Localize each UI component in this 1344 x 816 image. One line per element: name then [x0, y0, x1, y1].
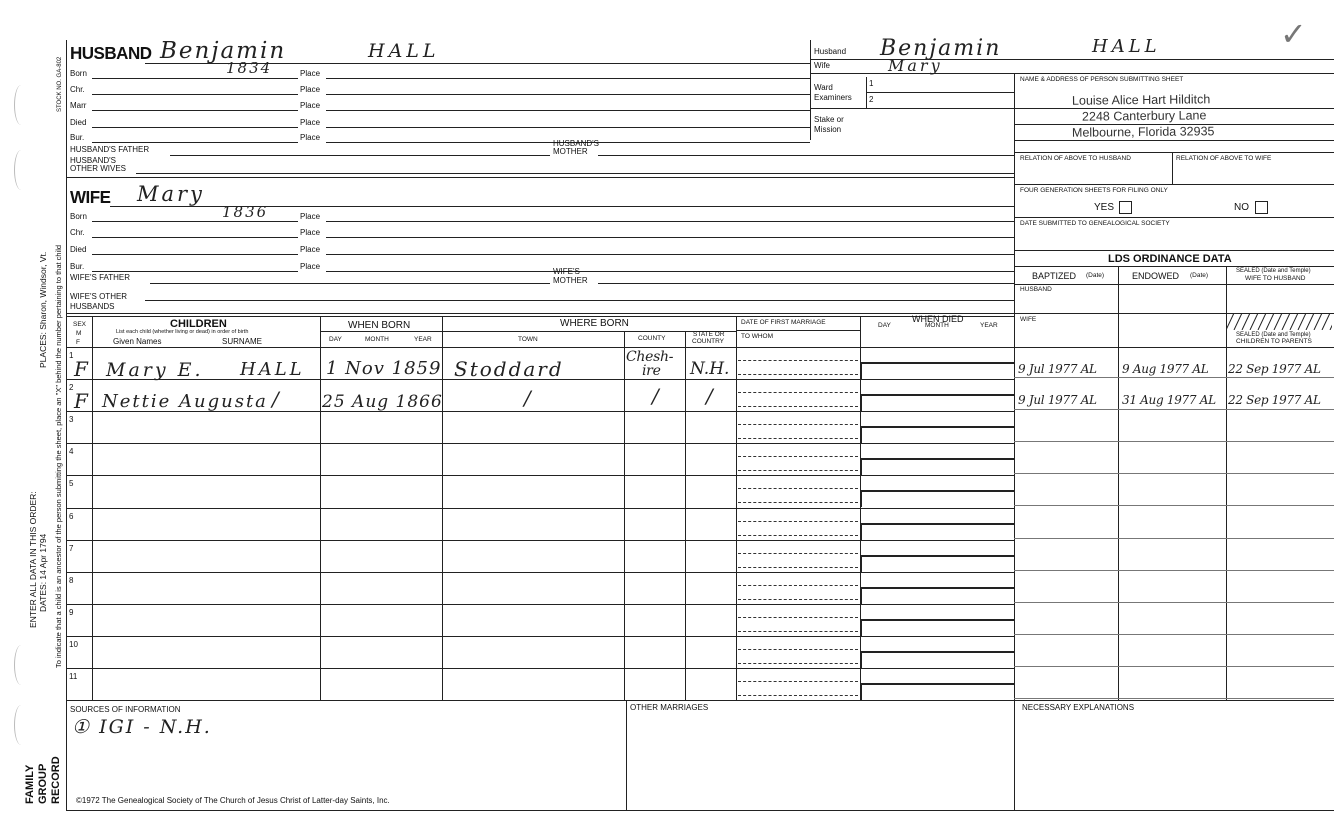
ward-label: Ward	[814, 83, 833, 92]
child-row-number: 2	[69, 383, 74, 393]
child-1-county-1: Chesh-	[626, 349, 674, 365]
child-row-number: 6	[69, 511, 74, 521]
header-husband-label: Husband	[814, 47, 847, 56]
submitter-label: NAME & ADDRESS OF PERSON SUBMITTING SHEET	[1020, 76, 1184, 83]
lds-row-line	[1014, 409, 1334, 410]
child-2-surname: /	[272, 387, 279, 411]
child-2-sealed: 22 Sep 1977 AL	[1228, 393, 1321, 407]
marriage-date-line	[738, 521, 858, 522]
child-1-county-2: ire	[642, 363, 661, 379]
husband-mother-label-2: MOTHER	[553, 147, 588, 156]
husband-bur-line	[92, 142, 298, 143]
child-row-number: 5	[69, 479, 74, 489]
col-county-divider	[685, 331, 686, 700]
marriage-whom-line	[738, 663, 858, 664]
form-title-line1: FAMILY	[24, 764, 36, 804]
child-row-line	[66, 636, 1014, 637]
husband-marr-place-line	[326, 110, 810, 111]
child-2-endowed: 31 Aug 1977 AL	[1122, 393, 1216, 407]
marriage-date-line	[738, 649, 858, 650]
husband-given-name: Benjamin	[160, 38, 287, 64]
lds-title-line	[1014, 266, 1334, 267]
child-1-given: Mary E.	[106, 359, 204, 381]
state-label-1: STATE OR	[693, 331, 725, 338]
child-row-number: 1	[69, 351, 74, 360]
child-row-line	[66, 443, 1014, 444]
died-tick	[860, 651, 862, 668]
endowed-date-label: (Date)	[1190, 272, 1209, 279]
enter-note: ENTER ALL DATA IN THIS ORDER:	[28, 491, 38, 628]
baptized-date-label: (Date)	[1086, 272, 1105, 279]
wife-given-name: Mary	[137, 182, 205, 206]
born-day-label: DAY	[329, 336, 342, 343]
first-marriage-line	[736, 330, 860, 331]
died-line	[860, 587, 1014, 589]
check-mark: ✓	[1280, 15, 1307, 53]
yes-checkbox[interactable]	[1119, 201, 1132, 214]
submitter-city: Melbourne, Florida 32935	[1071, 124, 1215, 140]
form-title-line2: GROUP	[37, 763, 49, 804]
yes-label: YES	[1094, 202, 1115, 213]
county-label: COUNTY	[638, 335, 666, 342]
dates-note: DATES: 14 Apr 1794	[38, 533, 48, 612]
child-1-sex: F	[74, 357, 88, 381]
died-line	[860, 651, 1014, 653]
wife-bur-line	[92, 271, 298, 272]
child-2-born: 25 Aug 1866	[322, 392, 443, 412]
died-tick	[860, 490, 862, 507]
examiner-1: 1	[869, 79, 874, 88]
husband-chr-place-label: Place	[300, 85, 321, 94]
marriage-whom-line	[738, 502, 858, 503]
lds-row-line	[1014, 538, 1334, 539]
child-row-number: 4	[69, 447, 74, 457]
husband-section-divider	[66, 177, 1014, 178]
sex-label-3: F	[76, 339, 80, 346]
indicate-note: To indicate that a child is an ancestor of the person submitting the sheet, place an "X" behind the number pertaining to that child	[54, 244, 63, 668]
lds-row-line	[1014, 698, 1334, 699]
born-year-label: YEAR	[414, 336, 432, 343]
child-row-number: 10	[69, 639, 78, 649]
examiner-2: 2	[869, 95, 874, 104]
children-note: List each child (whether living or dead) in order of birth	[116, 329, 249, 335]
husband-other-wives-label-1: HUSBAND'S	[70, 156, 116, 165]
wife-born-label: Born	[70, 212, 87, 221]
marriage-whom-line	[738, 535, 858, 536]
died-tick	[860, 683, 862, 700]
marriage-date-line	[738, 488, 858, 489]
died-line	[860, 523, 1014, 525]
wife-other-line	[145, 300, 1014, 301]
marriage-date-line	[738, 392, 858, 393]
born-month-label: MONTH	[365, 336, 389, 343]
marriage-date-line	[738, 585, 858, 586]
wife-bur-place-line	[326, 271, 1014, 272]
four-gen-label: FOUR GENERATION SHEETS FOR FILING ONLY	[1020, 187, 1168, 194]
when-born-line	[320, 331, 442, 332]
husband-born-place-line	[326, 78, 810, 79]
lds-husband-label: HUSBAND	[1020, 286, 1052, 293]
marriage-whom-line	[738, 406, 858, 407]
header-husband-given: Benjamin	[880, 36, 1002, 61]
lds-row-line	[1014, 505, 1334, 506]
marriage-date-line	[738, 617, 858, 618]
wife-other-label-2: HUSBANDS	[70, 302, 115, 311]
children-header-top	[66, 316, 1014, 317]
wife-father-line	[150, 283, 550, 284]
husband-surname: HALL	[368, 40, 440, 62]
wife-mother-line	[598, 283, 1014, 284]
first-marriage-label: DATE OF FIRST MARRIAGE	[741, 319, 826, 326]
punch-hole-mark	[14, 85, 28, 125]
died-tick	[860, 426, 862, 443]
husband-chr-place-line	[326, 94, 810, 95]
child-row-line	[66, 540, 1014, 541]
husband-born-year: 1834	[226, 59, 273, 77]
died-tick	[860, 555, 862, 572]
lds-wife-label: WIFE	[1020, 316, 1037, 323]
died-tick	[860, 458, 862, 475]
child-2-state: /	[706, 384, 713, 408]
child-1-sealed: 22 Sep 1977 AL	[1228, 362, 1321, 376]
husband-mother-label-1: HUSBAND'S	[553, 139, 599, 148]
wife-bur-label: Bur.	[70, 262, 85, 271]
to-whom-label: TO WHOM	[741, 333, 774, 340]
marriage-whom-line	[738, 438, 858, 439]
marriage-whom-line	[738, 374, 858, 375]
husband-other-wives-line	[136, 173, 1014, 174]
mission-label: Mission	[814, 125, 842, 134]
sealed-children-label-2: CHILDREN TO PARENTS	[1236, 338, 1312, 345]
lds-row-line	[1014, 377, 1334, 378]
town-label: TOWN	[518, 336, 538, 343]
relation-divider	[1172, 152, 1173, 184]
child-row-number: 3	[69, 415, 74, 425]
marriage-whom-line	[738, 567, 858, 568]
wife-heading: WIFE	[70, 187, 111, 208]
wife-born-place-label: Place	[300, 212, 321, 221]
no-label: NO	[1234, 202, 1249, 213]
header-wife-label: Wife	[814, 61, 830, 70]
child-row-number: 9	[69, 607, 74, 617]
footer-bottom-line	[66, 810, 1334, 811]
lds-col-divider-2	[1226, 266, 1227, 700]
four-gen-bottom-line	[1014, 217, 1334, 218]
col-town-divider	[624, 331, 625, 700]
sources-label: SOURCES OF INFORMATION	[70, 705, 181, 714]
relation-top-line	[1014, 152, 1334, 153]
lds-row-line	[1014, 666, 1334, 667]
punch-hole-mark	[14, 645, 28, 685]
date-submitted-label: DATE SUBMITTED TO GENEALOGICAL SOCIETY	[1020, 220, 1170, 227]
child-row-line	[66, 475, 1014, 476]
lds-row-line	[1014, 602, 1334, 603]
child-row-number: 7	[69, 543, 74, 553]
died-line	[860, 683, 1014, 685]
died-line	[860, 619, 1014, 621]
died-month-label: MONTH	[925, 322, 949, 329]
wife-born-line	[92, 221, 298, 222]
sealed-children-label-1: SEALED (Date and Temple)	[1236, 332, 1311, 338]
marriage-date-line	[738, 681, 858, 682]
no-checkbox[interactable]	[1255, 201, 1268, 214]
copyright: ©1972 The Genealogical Society of The Church of Jesus Christ of Latter-day Saints, Inc.	[76, 796, 390, 805]
header-wife-line	[810, 73, 1334, 74]
died-tick	[860, 619, 862, 636]
husband-died-place-line	[326, 127, 810, 128]
marriage-whom-line	[738, 599, 858, 600]
child-2-given: Nettie Augusta	[102, 391, 268, 412]
marriage-date-line	[738, 424, 858, 425]
husband-died-label: Died	[70, 118, 87, 127]
footer-divider-1	[626, 700, 627, 810]
died-line	[860, 555, 1014, 557]
sex-label-2: M	[76, 330, 82, 337]
submitter-street: 2248 Canterbury Lane	[1081, 108, 1207, 124]
died-line	[860, 490, 1014, 492]
died-line	[860, 426, 1014, 428]
wife-mother-label-2: MOTHER	[553, 276, 588, 285]
wife-other-label-1: WIFE'S OTHER	[70, 292, 128, 301]
lds-row-line	[1014, 473, 1334, 474]
wife-born-year: 1836	[222, 203, 269, 221]
died-line	[860, 394, 1014, 396]
child-row-line	[66, 604, 1014, 605]
children-header-bottom	[66, 347, 1334, 348]
baptized-label: BAPTIZED	[1032, 271, 1077, 281]
husband-born-label: Born	[70, 69, 87, 78]
wife-chr-line	[92, 237, 298, 238]
husband-chr-label: Chr.	[70, 85, 85, 94]
left-border	[66, 40, 67, 810]
died-tick	[860, 587, 862, 604]
punch-hole-mark	[14, 705, 28, 745]
examiner-2-line	[810, 108, 1014, 109]
marriage-date-line	[738, 553, 858, 554]
form-title-line3: RECORD	[50, 756, 62, 804]
husband-bur-label: Bur.	[70, 133, 85, 142]
lds-row-line	[1014, 634, 1334, 635]
child-1-endowed: 9 Aug 1977 AL	[1122, 362, 1209, 376]
lds-header-bottom	[1014, 284, 1334, 285]
died-day-label: DAY	[878, 322, 891, 329]
child-row-number: 8	[69, 575, 74, 585]
child-1-town: Stoddard	[454, 357, 564, 381]
child-2-baptized: 9 Jul 1977 AL	[1018, 393, 1097, 407]
sex-label-1: SEX	[73, 321, 87, 328]
husband-bur-place-label: Place	[300, 133, 321, 142]
sealed-wife-label-1: SEALED (Date and Temple)	[1236, 268, 1311, 274]
died-year-label: YEAR	[980, 322, 998, 329]
child-row-number: 11	[69, 672, 78, 681]
wife-mother-label-1: WIFE'S	[553, 267, 580, 276]
stake-label: Stake or	[814, 115, 844, 124]
when-born-label: WHEN BORN	[348, 320, 411, 331]
wife-chr-place-label: Place	[300, 228, 321, 237]
relation-wife-label: RELATION OF ABOVE TO WIFE	[1176, 155, 1272, 162]
where-born-label: WHERE BORN	[560, 318, 629, 329]
husband-died-place-label: Place	[300, 118, 321, 127]
relation-bottom-line	[1014, 184, 1334, 185]
husband-marr-label: Marr	[70, 101, 87, 110]
examiners-label: Examiners	[814, 93, 852, 102]
child-row-line	[66, 668, 1014, 669]
child-row-line	[66, 572, 1014, 573]
husband-mother-line	[598, 155, 1014, 156]
places-note: PLACES: Sharon, Windsor, Vt.	[38, 251, 48, 368]
wife-bur-place-label: Place	[300, 262, 321, 271]
wife-born-place-line	[326, 221, 1014, 222]
sealed-wife-label-2: WIFE TO HUSBAND	[1245, 275, 1306, 282]
header-box-left	[810, 40, 811, 140]
wife-died-label: Died	[70, 245, 87, 254]
header-wife-given: Mary	[888, 56, 943, 75]
endowed-label: ENDOWED	[1132, 271, 1179, 281]
surname-label: SURNAME	[222, 337, 263, 346]
given-names-label: Given Names	[113, 337, 162, 346]
lds-row-line	[1014, 441, 1334, 442]
punch-hole-mark	[14, 150, 28, 190]
child-1-born: 1 Nov 1859	[326, 358, 442, 379]
wife-father-label: WIFE'S FATHER	[70, 273, 131, 282]
examiner-1-line	[866, 92, 1014, 93]
husband-born-place-label: Place	[300, 69, 321, 78]
sealed-wife-hatch	[1226, 313, 1332, 330]
wife-section-divider	[66, 313, 1014, 314]
other-marriages-label: OTHER MARRIAGES	[630, 703, 709, 712]
child-row-line	[66, 508, 1014, 509]
child-2-county: /	[652, 384, 659, 408]
submitter-name: Louise Alice Hart Hilditch	[1071, 92, 1211, 108]
husband-marr-place-label: Place	[300, 101, 321, 110]
children-title: CHILDREN	[170, 318, 227, 330]
marriage-whom-line	[738, 631, 858, 632]
died-line	[860, 458, 1014, 460]
husband-heading: HUSBAND	[70, 43, 152, 64]
husband-father-label: HUSBAND'S FATHER	[70, 145, 150, 154]
stock-number: STOCK NO. GA-802	[57, 56, 63, 112]
died-tick	[860, 523, 862, 540]
explanations-label: NECESSARY EXPLANATIONS	[1022, 703, 1135, 712]
child-1-surname: HALL	[240, 359, 305, 380]
wife-chr-label: Chr.	[70, 228, 85, 237]
child-2-sex: F	[74, 389, 88, 413]
relation-husband-label: RELATION OF ABOVE TO HUSBAND	[1020, 155, 1131, 162]
footer-top-line	[66, 700, 1334, 701]
sources-value: ① IGI - N.H.	[72, 716, 212, 738]
wife-died-line	[92, 254, 298, 255]
husband-chr-line	[92, 94, 298, 95]
wife-chr-place-line	[326, 237, 1014, 238]
wife-died-place-label: Place	[300, 245, 321, 254]
when-died-label: WHEN DIED	[912, 314, 964, 324]
husband-other-wives-label-2: OTHER WIVES	[70, 164, 127, 173]
marriage-whom-line	[738, 470, 858, 471]
wife-died-place-line	[326, 254, 1014, 255]
husband-father-line	[170, 155, 550, 156]
where-born-line	[442, 331, 736, 332]
husband-marr-line	[92, 110, 298, 111]
lds-title: LDS ORDINANCE DATA	[1108, 253, 1232, 265]
died-line	[860, 362, 1014, 364]
husband-born-line	[92, 78, 298, 79]
lds-row-line	[1014, 570, 1334, 571]
child-1-baptized: 9 Jul 1977 AL	[1018, 362, 1097, 376]
date-submitted-line	[1014, 250, 1334, 251]
husband-died-line	[92, 127, 298, 128]
submitter-line-3	[1014, 140, 1334, 141]
marriage-date-line	[738, 360, 858, 361]
child-2-town: /	[524, 386, 531, 410]
marriage-date-line	[738, 456, 858, 457]
marriage-whom-line	[738, 695, 858, 696]
died-tick	[860, 394, 862, 411]
child-1-state: N.H.	[690, 359, 730, 379]
header-husband-surname: HALL	[1092, 36, 1161, 57]
died-tick	[860, 362, 862, 379]
state-label-2: COUNTRY	[692, 338, 725, 345]
lds-col-divider-1	[1118, 266, 1119, 700]
